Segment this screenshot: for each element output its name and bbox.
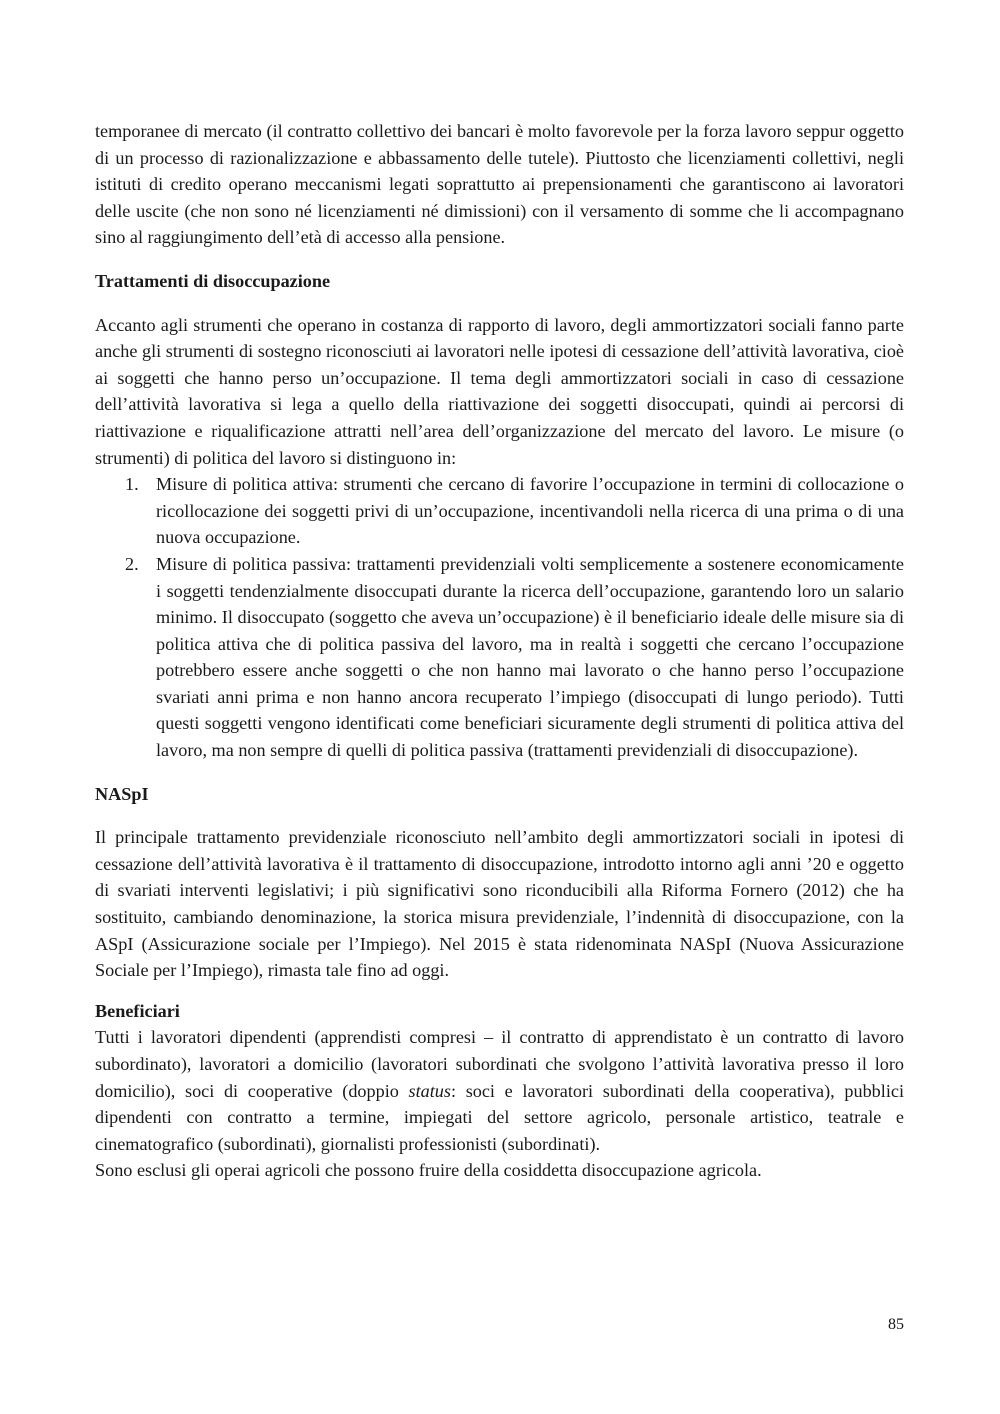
paragraph-naspi: Il principale trattamento previdenziale riconosciuto nell’ambito degli ammortizzatori sociali in ipotesi di cessazione dell’attività lavorativa è il trattamento di disoccupazione, introdotto intorno agli anni ’20 e oggetto di svariati interventi legislativi; i più significativi sono riconducibili alla Riforma Fornero (2012) che ha sostituito, cambiando denominazione, la storica misura previdenziale, l’indennità di disoccupazione, con la ASpI (Assicurazione sociale per l’Impiego). Nel 2015 è stata ridenominata NASpI (Nuova Assicurazione Sociale per l’Impiego), rimasta tale fino ad oggi. — [95, 827, 904, 981]
heading-beneficiari: Beneficiari — [95, 1000, 180, 1021]
heading-naspi: NASpI — [95, 783, 149, 804]
measures-list — [95, 471, 904, 764]
paragraph-beneficiari — [95, 1024, 904, 1157]
list-item-number: 1. — [125, 474, 139, 495]
list-item — [95, 551, 904, 764]
list-item-text: Misure di politica attiva: strumenti che cercano di favorire l’occupazione in termini di collocazione o ricollocazione dei soggetti privi di un’occupazione, incentivandoli nella ricerca di una prima o di una nuova occupazione. — [156, 474, 904, 548]
heading-trattamenti: Trattamenti di disoccupazione — [95, 270, 331, 291]
list-item — [95, 471, 904, 551]
document-body — [95, 118, 904, 1184]
beneficiari-italic-status: status — [408, 1080, 451, 1101]
beneficiari-text-end: : soci e lavoratori subordinati della cooperativa), pubblici dipendenti con contratto a termine, impiegati del settore agricolo, personale artistico, teatrale e cinematografico (subordinati), giornalisti professionisti (subordinati). — [95, 1080, 904, 1154]
list-item-number: 2. — [125, 553, 139, 574]
list-item-text: Misure di politica passiva: trattamenti previdenziali volti semplicemente a sostenere economicamente i soggetti tendenzialmente disoccupati durante la ricerca dell’occupazione, garantendo loro un salario minimo. Il disoccupato (soggetto che aveva un’occupazione) è il beneficiario ideale delle misure sia di politica attiva che di politica passiva del lavoro, ma in realtà i soggetti che cercano l’occupazione potrebbero essere anche soggetti o che non hanno mai lavorato o che hanno perso l’occupazione svariati anni prima e non hanno ancora recuperato l’impiego (disoccupati di lungo periodo). Tutti questi soggetti vengono identificati come beneficiari sicuramente degli strumenti di politica attiva del lavoro, ma non sempre di quelli di politica passiva (trattamenti previdenziali di disoccupazione). — [156, 553, 904, 761]
paragraph-intro: temporanee di mercato (il contratto collettivo dei bancari è molto favorevole per la forza lavoro seppur oggetto di un processo di razionalizzazione e abbassamento delle tutele). Piuttosto che licenziamenti collettivi, negli istituti di credito operano meccanismi legati soprattutto ai prepensionamenti che garantiscono ai lavoratori delle uscite (che non sono né licenziamenti né dimissioni) con il versamento di somme che li accompagnano sino al raggiungimento dell’età di accesso alla pensione. — [95, 121, 904, 248]
paragraph-esclusi: Sono esclusi gli operai agricoli che possono fruire della cosiddetta disoccupazione agricola. — [95, 1160, 762, 1181]
beneficiari-text-start: Tutti i lavoratori dipendenti (apprendisti compresi – il contratto di apprendistato è un contratto di lavoro subordinato), lavoratori a domicilio (lavoratori subordinati che svolgono l’attività lavorativa presso il loro domicilio), soci di cooperative (doppio — [95, 1027, 904, 1101]
paragraph-trattamenti: Accanto agli strumenti che operano in costanza di rapporto di lavoro, degli ammortizzatori sociali fanno parte anche gli strumenti di sostegno riconosciuti ai lavoratori nelle ipotesi di cessazione dell’attività lavorativa, cioè ai soggetti che hanno perso un’occupazione. Il tema degli ammortizzatori sociali in caso di cessazione dell’attività lavorativa si lega a quello della riattivazione dei soggetti disoccupati, quindi ai percorsi di riattivazione e riqualificazione attratti nell’area dell’organizzazione del mercato del lavoro. Le misure (o strumenti) di politica del lavoro si distinguono in: — [95, 314, 904, 468]
page-number: 85 — [888, 1316, 904, 1333]
